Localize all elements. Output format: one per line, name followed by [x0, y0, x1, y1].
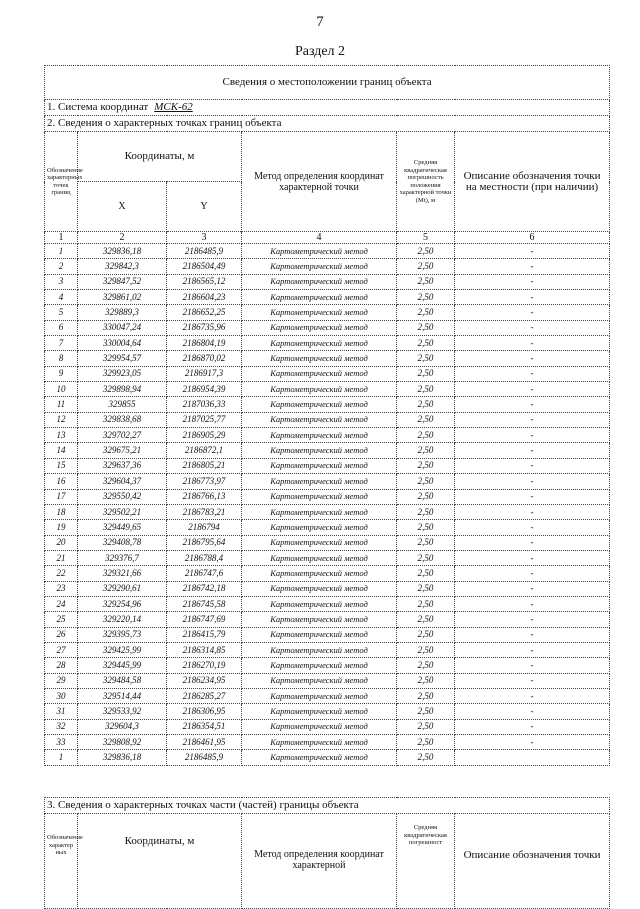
coord-y: 2186747,69	[167, 612, 242, 627]
col-designation: Обозначение характерных точек границ	[45, 132, 78, 232]
point-number: 32	[45, 719, 78, 734]
coord-x: 329220,14	[78, 612, 167, 627]
point-number: 33	[45, 735, 78, 750]
point-number: 10	[45, 382, 78, 397]
coord-x: 329637,36	[78, 458, 167, 473]
table-row	[45, 412, 610, 427]
coord-x: 329861,02	[78, 290, 167, 305]
point-number: 20	[45, 535, 78, 550]
coord-x: 329502,21	[78, 504, 167, 519]
coord-x: 329449,65	[78, 520, 167, 535]
point-number: 17	[45, 489, 78, 504]
accuracy: 2,50	[397, 535, 455, 550]
point-number: 9	[45, 366, 78, 381]
method: Картометрический метод	[242, 382, 397, 397]
method: Картометрический метод	[242, 504, 397, 519]
coord-y: 2187025,77	[167, 412, 242, 427]
table-row	[45, 489, 610, 504]
method: Картометрический метод	[242, 550, 397, 565]
accuracy: 2,50	[397, 581, 455, 596]
part-heading: 3. Сведения о характерных точках части (частей) границы объекта	[45, 798, 610, 814]
accuracy: 2,50	[397, 520, 455, 535]
table-row	[45, 566, 610, 581]
point-number: 2	[45, 259, 78, 274]
coord-y: 2186270,19	[167, 658, 242, 673]
method: Картометрический метод	[242, 658, 397, 673]
coord-y: 2186794	[167, 520, 242, 535]
method: Картометрический метод	[242, 642, 397, 657]
accuracy: 2,50	[397, 366, 455, 381]
col-accuracy: Средняя квадратическая погрешность положения характерной точки (Мt), м	[397, 132, 455, 232]
accuracy: 2,50	[397, 397, 455, 412]
accuracy: 2,50	[397, 627, 455, 642]
description: -	[455, 520, 610, 535]
coord-y: 2186314,85	[167, 642, 242, 657]
coord-y: 2186285,27	[167, 688, 242, 703]
method: Картометрический метод	[242, 458, 397, 473]
description: -	[455, 458, 610, 473]
description: -	[455, 412, 610, 427]
table-row	[45, 658, 610, 673]
method: Картометрический метод	[242, 443, 397, 458]
method: Картометрический метод	[242, 397, 397, 412]
system-label: 1. Система координат	[47, 101, 149, 113]
table-row	[45, 290, 610, 305]
point-number: 1	[45, 244, 78, 259]
system-value: МСК-62	[154, 101, 193, 113]
table-row	[45, 244, 610, 259]
accuracy: 2,50	[397, 550, 455, 565]
point-number: 18	[45, 504, 78, 519]
coord-x: 329408,78	[78, 535, 167, 550]
description: -	[455, 336, 610, 351]
method: Картометрический метод	[242, 351, 397, 366]
col-coords: Координаты, м	[78, 132, 242, 182]
table-row	[45, 520, 610, 535]
table-row	[45, 428, 610, 443]
accuracy: 2,50	[397, 305, 455, 320]
method: Картометрический метод	[242, 290, 397, 305]
coord-y: 2186766,13	[167, 489, 242, 504]
coord-y: 2186735,96	[167, 320, 242, 335]
accuracy: 2,50	[397, 504, 455, 519]
description: -	[455, 566, 610, 581]
description: -	[455, 305, 610, 320]
table-row	[45, 642, 610, 657]
method: Картометрический метод	[242, 566, 397, 581]
description: -	[455, 504, 610, 519]
table-row	[45, 719, 610, 734]
coord-x: 329836,18	[78, 244, 167, 259]
method: Картометрический метод	[242, 305, 397, 320]
column-number: 5	[397, 232, 455, 244]
table-row	[45, 382, 610, 397]
description: -	[455, 366, 610, 381]
coord-y: 2186652,25	[167, 305, 242, 320]
table-row	[45, 596, 610, 611]
coord-y: 2186415,79	[167, 627, 242, 642]
method: Картометрический метод	[242, 581, 397, 596]
coord-x: 329923,05	[78, 366, 167, 381]
description: -	[455, 259, 610, 274]
col-method: Метод определения координат характерной точки	[242, 132, 397, 232]
point-number: 25	[45, 612, 78, 627]
method: Картометрический метод	[242, 535, 397, 550]
coord-x: 330004,64	[78, 336, 167, 351]
description: -	[455, 443, 610, 458]
coord-y: 2186870,02	[167, 351, 242, 366]
col-y: Y	[167, 182, 242, 232]
accuracy: 2,50	[397, 443, 455, 458]
method: Картометрический метод	[242, 704, 397, 719]
table-row	[45, 688, 610, 703]
point-number: 26	[45, 627, 78, 642]
col-description: Описание обозначения точки на местности (при наличии)	[455, 132, 610, 232]
accuracy: 2,50	[397, 259, 455, 274]
accuracy: 2,50	[397, 274, 455, 289]
method: Картометрический метод	[242, 336, 397, 351]
column-number: 4	[242, 232, 397, 244]
accuracy: 2,50	[397, 351, 455, 366]
coord-x: 329954,57	[78, 351, 167, 366]
description	[455, 750, 610, 765]
method: Картометрический метод	[242, 428, 397, 443]
table-row	[45, 336, 610, 351]
point-number: 16	[45, 474, 78, 489]
accuracy: 2,50	[397, 244, 455, 259]
accuracy: 2,50	[397, 412, 455, 427]
table-row	[45, 305, 610, 320]
accuracy: 2,50	[397, 735, 455, 750]
description: -	[455, 581, 610, 596]
table-row	[45, 627, 610, 642]
accuracy: 2,50	[397, 750, 455, 765]
coord-x: 329898,94	[78, 382, 167, 397]
method: Картометрический метод	[242, 735, 397, 750]
coord-y: 2186872,1	[167, 443, 242, 458]
accuracy: 2,50	[397, 612, 455, 627]
method: Картометрический метод	[242, 688, 397, 703]
description: -	[455, 550, 610, 565]
table-row	[45, 735, 610, 750]
method: Картометрический метод	[242, 627, 397, 642]
table-row	[45, 320, 610, 335]
col-description-2: Описание обозначения точки	[455, 814, 610, 909]
coord-x: 329425,99	[78, 642, 167, 657]
col-method-2: Метод определения координат характерной	[242, 814, 397, 909]
coord-y: 2186954,39	[167, 382, 242, 397]
method: Картометрический метод	[242, 474, 397, 489]
description: -	[455, 397, 610, 412]
coord-x: 329514,44	[78, 688, 167, 703]
table-row	[45, 550, 610, 565]
accuracy: 2,50	[397, 489, 455, 504]
table-row	[45, 458, 610, 473]
part-table	[44, 797, 610, 909]
coord-y: 2186783,21	[167, 504, 242, 519]
coord-y: 2186905,29	[167, 428, 242, 443]
point-number: 28	[45, 658, 78, 673]
coord-y: 2187036,33	[167, 397, 242, 412]
method: Картометрический метод	[242, 274, 397, 289]
description: -	[455, 596, 610, 611]
coord-y: 2186917,3	[167, 366, 242, 381]
coord-y: 2186747,6	[167, 566, 242, 581]
coord-x: 329395,73	[78, 627, 167, 642]
accuracy: 2,50	[397, 673, 455, 688]
table-row	[45, 259, 610, 274]
accuracy: 2,50	[397, 596, 455, 611]
method: Картометрический метод	[242, 596, 397, 611]
coord-y: 2186504,49	[167, 259, 242, 274]
coord-x: 329808,92	[78, 735, 167, 750]
accuracy: 2,50	[397, 382, 455, 397]
point-number: 27	[45, 642, 78, 657]
description: -	[455, 719, 610, 734]
description: -	[455, 535, 610, 550]
table-row	[45, 351, 610, 366]
column-numbers-row	[45, 232, 610, 244]
accuracy: 2,50	[397, 642, 455, 657]
description: -	[455, 612, 610, 627]
coordinate-system	[45, 100, 610, 116]
point-number: 5	[45, 305, 78, 320]
coord-x: 329842,3	[78, 259, 167, 274]
coord-y: 2186604,23	[167, 290, 242, 305]
point-number: 29	[45, 673, 78, 688]
description: -	[455, 673, 610, 688]
description: -	[455, 290, 610, 305]
accuracy: 2,50	[397, 474, 455, 489]
description: -	[455, 320, 610, 335]
accuracy: 2,50	[397, 320, 455, 335]
coord-x: 329376,7	[78, 550, 167, 565]
point-number: 14	[45, 443, 78, 458]
table-row	[45, 535, 610, 550]
accuracy: 2,50	[397, 458, 455, 473]
points-heading: 2. Сведения о характерных точках границ объекта	[45, 116, 610, 132]
description: -	[455, 627, 610, 642]
table-row	[45, 443, 610, 458]
coord-x: 329702,27	[78, 428, 167, 443]
coord-x: 329838,68	[78, 412, 167, 427]
accuracy: 2,50	[397, 658, 455, 673]
coord-x: 329321,66	[78, 566, 167, 581]
coord-x: 329445,99	[78, 658, 167, 673]
col-accuracy-2: Средняя квадратическая погрешност	[397, 814, 455, 909]
accuracy: 2,50	[397, 704, 455, 719]
description: -	[455, 642, 610, 657]
description: -	[455, 735, 610, 750]
description: -	[455, 382, 610, 397]
column-number: 6	[455, 232, 610, 244]
coord-y: 2186565,12	[167, 274, 242, 289]
method: Картометрический метод	[242, 673, 397, 688]
coord-x: 329533,92	[78, 704, 167, 719]
description: -	[455, 658, 610, 673]
description: -	[455, 489, 610, 504]
coord-y: 2186805,21	[167, 458, 242, 473]
description: -	[455, 274, 610, 289]
coord-x: 329290,61	[78, 581, 167, 596]
point-number: 24	[45, 596, 78, 611]
point-number: 30	[45, 688, 78, 703]
coord-y: 2186485,9	[167, 244, 242, 259]
table-title: Сведения о местоположении границ объекта	[45, 66, 610, 100]
point-number: 11	[45, 397, 78, 412]
table-row	[45, 750, 610, 765]
coord-y: 2186306,95	[167, 704, 242, 719]
table-row	[45, 474, 610, 489]
page-number: 7	[316, 14, 324, 30]
accuracy: 2,50	[397, 688, 455, 703]
coord-x: 329889,3	[78, 305, 167, 320]
method: Картометрический метод	[242, 259, 397, 274]
method: Картометрический метод	[242, 612, 397, 627]
coord-y: 2186234,95	[167, 673, 242, 688]
table-row	[45, 673, 610, 688]
point-number: 1	[45, 750, 78, 765]
description: -	[455, 244, 610, 259]
coord-y: 2186745,58	[167, 596, 242, 611]
point-number: 21	[45, 550, 78, 565]
accuracy: 2,50	[397, 428, 455, 443]
method: Картометрический метод	[242, 244, 397, 259]
table-row	[45, 274, 610, 289]
point-number: 15	[45, 458, 78, 473]
accuracy: 2,50	[397, 336, 455, 351]
table-row	[45, 704, 610, 719]
method: Картометрический метод	[242, 719, 397, 734]
accuracy: 2,50	[397, 719, 455, 734]
point-number: 7	[45, 336, 78, 351]
description: -	[455, 351, 610, 366]
column-number: 1	[45, 232, 78, 244]
coord-y: 2186461,95	[167, 735, 242, 750]
table-row	[45, 612, 610, 627]
point-number: 3	[45, 274, 78, 289]
point-number: 4	[45, 290, 78, 305]
boundary-table	[44, 65, 610, 766]
coord-x: 329604,37	[78, 474, 167, 489]
table-row	[45, 366, 610, 381]
method: Картометрический метод	[242, 750, 397, 765]
method: Картометрический метод	[242, 320, 397, 335]
coord-y: 2186485,9	[167, 750, 242, 765]
table-row	[45, 504, 610, 519]
coord-x: 329254,96	[78, 596, 167, 611]
coord-x: 329836,18	[78, 750, 167, 765]
coord-x: 329604,3	[78, 719, 167, 734]
column-number: 2	[78, 232, 167, 244]
point-number: 13	[45, 428, 78, 443]
coord-x: 329847,52	[78, 274, 167, 289]
description: -	[455, 704, 610, 719]
coord-y: 2186788,4	[167, 550, 242, 565]
point-number: 31	[45, 704, 78, 719]
coord-x: 330047,24	[78, 320, 167, 335]
method: Картометрический метод	[242, 520, 397, 535]
coord-y: 2186773,97	[167, 474, 242, 489]
description: -	[455, 474, 610, 489]
point-number: 8	[45, 351, 78, 366]
table-row	[45, 581, 610, 596]
col-designation-2: Обозначение характер ных	[45, 814, 78, 909]
point-number: 23	[45, 581, 78, 596]
description: -	[455, 428, 610, 443]
point-number: 6	[45, 320, 78, 335]
col-x: X	[78, 182, 167, 232]
coord-x: 329550,42	[78, 489, 167, 504]
col-coords-2: Координаты, м	[78, 814, 242, 909]
coord-y: 2186742,18	[167, 581, 242, 596]
method: Картометрический метод	[242, 489, 397, 504]
accuracy: 2,50	[397, 566, 455, 581]
point-number: 19	[45, 520, 78, 535]
column-number: 3	[167, 232, 242, 244]
coord-x: 329675,21	[78, 443, 167, 458]
coord-x: 329855	[78, 397, 167, 412]
coord-y: 2186804,19	[167, 336, 242, 351]
coord-y: 2186795,64	[167, 535, 242, 550]
table-row	[45, 397, 610, 412]
coord-x: 329484,58	[78, 673, 167, 688]
description: -	[455, 688, 610, 703]
method: Картометрический метод	[242, 412, 397, 427]
method: Картометрический метод	[242, 366, 397, 381]
accuracy: 2,50	[397, 290, 455, 305]
section-title: Раздел 2	[294, 44, 346, 59]
point-number: 22	[45, 566, 78, 581]
point-number: 12	[45, 412, 78, 427]
coord-y: 2186354,51	[167, 719, 242, 734]
